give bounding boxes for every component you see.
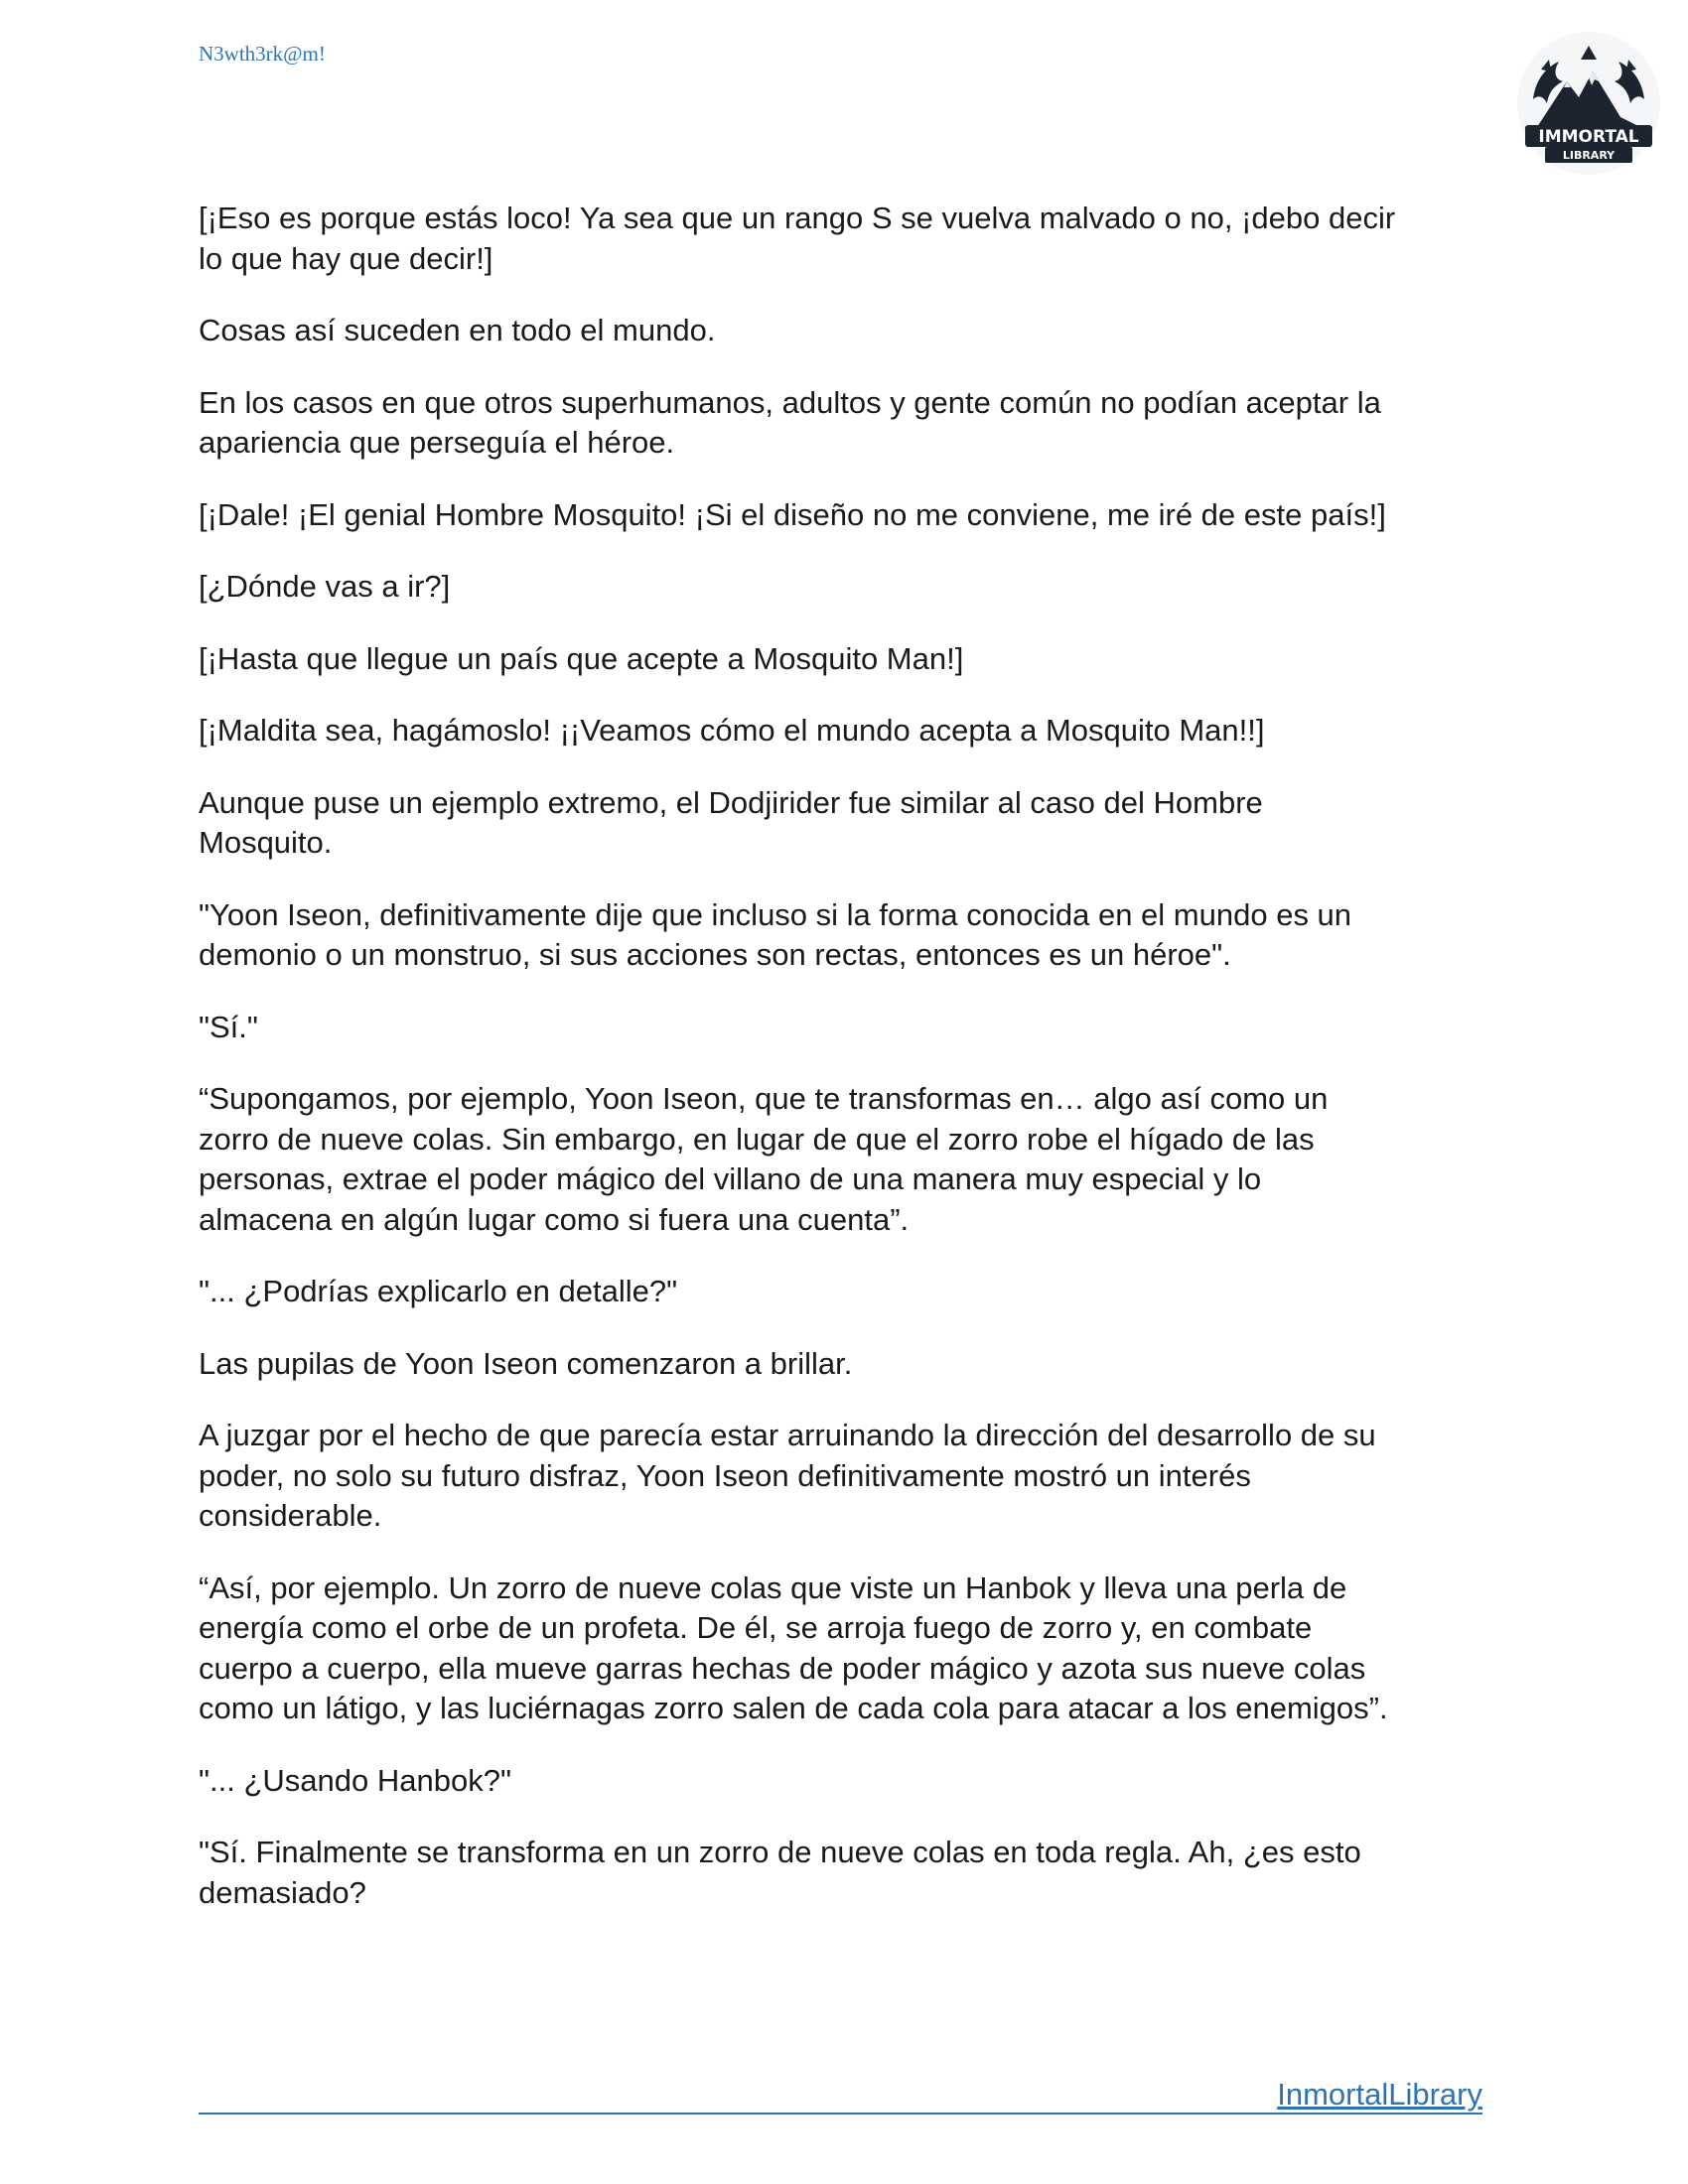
footer-library-link[interactable]: InmortalLibrary (1277, 2077, 1482, 2112)
footer-divider (199, 2113, 1482, 2115)
paragraph: “Así, por ejemplo. Un zorro de nueve colas que viste un Hanbok y lleva una perla de energía como el orbe de un profeta. De él, se arroja fuego de zorro y, en combate cuerpo a cuerpo, ella mueve garras hechas de poder mágico y azota sus nueve colas como un látigo, y las luciérnagas zorro salen de cada cola para atacar a los enemigos”. (199, 1570, 1388, 1725)
paragraph: [¡Maldita sea, hagámoslo! ¡¡Veamos cómo el mundo acepta a Mosquito Man!!] (199, 713, 1265, 748)
paragraph: [¡Eso es porque estás loco! Ya sea que un rango S se vuelva malvado o no, ¡debo decir lo que hay que decir!] (199, 201, 1396, 276)
paragraph: Las pupilas de Yoon Iseon comenzaron a brillar. (199, 1345, 853, 1381)
paragraph: "Yoon Iseon, definitivamente dije que incluso si la forma conocida en el mundo es un demonio o un monstruo, si sus acciones son rectas, entonces es un héroe". (199, 896, 1352, 972)
paragraph: "... ¿Usando Hanbok?" (199, 1762, 511, 1798)
paragraph: [¡Dale! ¡El genial Hombre Mosquito! ¡Si el diseño no me conviene, me iré de este país!] (199, 496, 1386, 532)
paragraph: “Supongamos, por ejemplo, Yoon Iseon, que te transformas en… algo así como un zorro de nueve colas. Sin embargo, en lugar de que el zorro robe el hígado de las personas, extrae el poder mágico del villano de una manera muy especial y lo almacena en algún lugar como si fuera una cuenta”. (199, 1081, 1329, 1237)
paragraph: [¡Hasta que llegue un país que acepte a Mosquito Man!] (199, 640, 964, 676)
paragraph: "Sí." (199, 1009, 258, 1044)
immortal-library-logo (1515, 30, 1662, 177)
header-watermark: N3wth3rk@m! (199, 42, 326, 66)
paragraph: "Sí. Finalmente se transforma en un zorro de nueve colas en toda regla. Ah, ¿es esto demasiado? (199, 1835, 1361, 1910)
paragraph: Cosas así suceden en todo el mundo. (199, 313, 716, 347)
document-body (199, 199, 1489, 1945)
paragraph: [¿Dónde vas a ir?] (199, 569, 451, 604)
paragraph: En los casos en que otros superhumanos, adultos y gente común no podían aceptar la apariencia que perseguía el héroe. (199, 384, 1381, 460)
paragraph: Aunque puse un ejemplo extremo, el Dodjirider fue similar al caso del Hombre Mosquito. (199, 784, 1263, 860)
logo-line-1: IMMORTAL (1538, 127, 1639, 147)
logo-line-2: LIBRARY (1562, 149, 1616, 162)
paragraph: A juzgar por el hecho de que parecía estar arruinando la dirección del desarrollo de su poder, no solo su futuro disfraz, Yoon Iseon definitivamente mostró un interés considerable. (199, 1418, 1376, 1533)
paragraph: "... ¿Podrías explicarlo en detalle?" (199, 1274, 678, 1308)
